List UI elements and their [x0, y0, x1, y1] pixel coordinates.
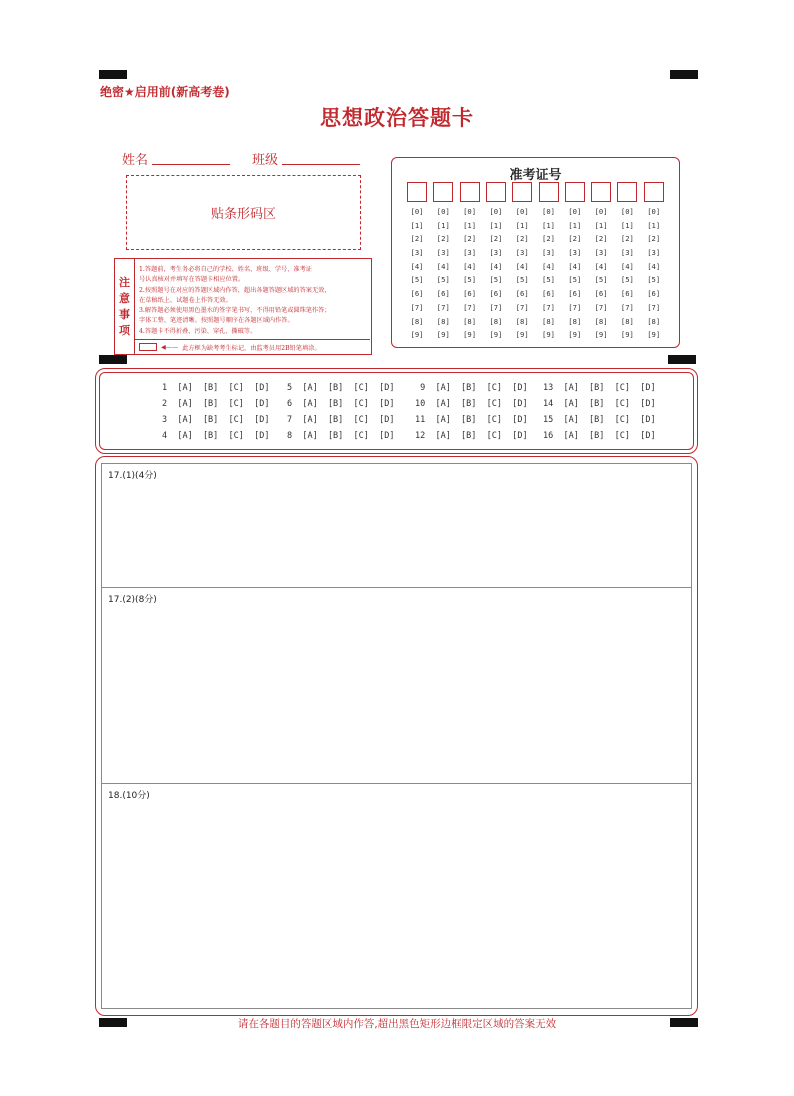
footer-instruction: 请在各题目的答题区域内作答,超出黑色矩形边框限定区域的答案无效 [237, 1018, 557, 1030]
exam-digit-option[interactable]: [2] [594, 234, 608, 244]
exam-digit-option[interactable]: [4] [463, 261, 477, 271]
notes-heading [115, 259, 135, 354]
exam-digit-option[interactable]: [0] [436, 207, 450, 216]
notes-line: 1.答题前，考生务必将自己的学校、姓名、班级、学号、准考证 [139, 266, 312, 273]
notes-line: 2.按照题号在对应的答题区域内作答，超出各题答题区域的答案无效， [139, 286, 331, 294]
notes-line: 在草稿纸上、试题卷上作答无效。 [139, 296, 232, 304]
notes-line: 4.答题卡不得折叠、污染、穿孔、撕破等。 [139, 327, 257, 335]
exam-digit-option[interactable]: [6] [436, 289, 450, 299]
exam-digit-column [565, 182, 585, 344]
absent-mark-box[interactable] [139, 343, 157, 351]
exam-digit-option[interactable]: [1] [489, 220, 503, 230]
exam-digit-option[interactable]: [7] [515, 302, 529, 312]
absent-mark-instruction: 此方框为缺考考生标记，由监考员用2B铅笔填涂。 [182, 344, 321, 352]
exam-digit-option[interactable]: [9] [463, 330, 477, 340]
notes-heading-char: 意 [119, 291, 130, 305]
exam-digit-option[interactable]: [8] [436, 316, 450, 326]
exam-digit-option[interactable]: [1] [542, 220, 555, 230]
exam-digit-option[interactable]: [9] [410, 330, 424, 340]
exam-digit-option[interactable]: [5] [489, 275, 503, 285]
sheet-title: 思想政治答题卡 [320, 106, 474, 130]
exam-digit-option[interactable]: [4] [410, 261, 424, 271]
registration-mark-top-left [99, 70, 127, 79]
notes-heading-char: 事 [119, 307, 130, 321]
exam-digit-input[interactable] [460, 182, 480, 202]
exam-digit-option[interactable]: [0] [647, 207, 661, 216]
exam-digit-option[interactable]: [4] [489, 261, 503, 271]
exam-digit-option[interactable]: [3] [568, 248, 582, 258]
exam-digit-option[interactable]: [2] [647, 234, 661, 244]
exam-digit-option[interactable]: [8] [410, 316, 424, 326]
registration-mark-top-right [670, 70, 698, 79]
exam-digit-option[interactable]: [7] [542, 302, 555, 312]
name-field[interactable] [152, 164, 230, 165]
notes-heading-char: 注 [119, 275, 130, 289]
exam-digit-option[interactable]: [6] [489, 289, 503, 299]
choice-question-row[interactable]: 16 [A] [B] [C] [D] [543, 431, 656, 441]
notes-heading-char: 项 [119, 323, 130, 337]
exam-digit-option[interactable]: [1] [620, 220, 634, 230]
answer-section-17-1[interactable] [102, 464, 691, 588]
exam-digit-option[interactable]: [4] [647, 261, 661, 271]
exam-digit-option[interactable]: [1] [594, 220, 608, 230]
exam-digit-option[interactable]: [8] [515, 316, 529, 326]
exam-digit-option[interactable]: [5] [568, 275, 582, 285]
exam-digit-option[interactable]: [2] [542, 234, 555, 244]
exam-digit-option[interactable]: [7] [620, 302, 634, 312]
exam-digit-option[interactable]: [3] [620, 248, 634, 258]
choice-question-grid [99, 372, 694, 450]
exam-digit-option[interactable]: [5] [647, 275, 661, 285]
choice-question-box [95, 368, 698, 454]
exam-digit-column [591, 182, 611, 344]
exam-digit-column [644, 182, 664, 344]
exam-digit-option[interactable]: [3] [489, 248, 503, 258]
exam-digit-option[interactable]: [3] [463, 248, 477, 258]
exam-digit-option[interactable]: [3] [410, 248, 424, 258]
exam-digit-option[interactable]: [5] [515, 275, 529, 285]
notes-line: 字体工整、笔迹清晰。按照题号顺序在各题区域内作答。 [139, 317, 294, 325]
exam-digit-column [512, 182, 532, 344]
exam-digit-option[interactable]: [6] [594, 289, 608, 299]
choice-question-row[interactable]: 10 [A] [B] [C] [D] [415, 399, 528, 409]
exam-digit-option[interactable]: [7] [568, 302, 582, 312]
exam-digit-option[interactable]: [4] [515, 261, 529, 271]
exam-digit-option[interactable]: [9] [489, 330, 503, 340]
exam-digit-option[interactable]: [9] [436, 330, 450, 340]
choice-question-row[interactable]: 7 [A] [B] [C] [D] [287, 415, 395, 425]
answer-section-label: 18.(10分) [108, 791, 150, 801]
arrow-left-icon: ◀—— [161, 343, 179, 351]
exam-digit-option[interactable]: [8] [463, 316, 477, 326]
notes-box [114, 258, 372, 355]
exam-digit-option[interactable]: [3] [515, 248, 529, 258]
exam-digit-option[interactable]: [4] [542, 261, 555, 271]
exam-digit-option[interactable]: [8] [647, 316, 661, 326]
exam-digit-option[interactable]: [5] [463, 275, 477, 285]
exam-digit-option[interactable]: [2] [410, 234, 424, 244]
exam-digit-option[interactable]: [6] [568, 289, 582, 299]
exam-digit-input[interactable] [591, 182, 611, 202]
choice-question-row[interactable]: 5 [A] [B] [C] [D] [287, 383, 395, 393]
exam-digit-option[interactable]: [0] [620, 207, 634, 216]
exam-digit-option[interactable]: [5] [620, 275, 634, 285]
exam-digit-option[interactable]: [0] [410, 207, 424, 216]
answer-section-18[interactable] [102, 784, 691, 1007]
exam-digit-option[interactable]: [0] [463, 207, 477, 216]
exam-digit-column [433, 182, 453, 344]
exam-digit-option[interactable]: [2] [515, 234, 529, 244]
exam-digit-option[interactable]: [4] [568, 261, 582, 271]
exam-digit-option[interactable]: [4] [436, 261, 450, 271]
registration-mark-mid-right [668, 355, 696, 364]
exam-digit-option[interactable]: [7] [436, 302, 450, 312]
exam-number-title: 准考证号 [509, 168, 562, 183]
choice-question-row[interactable]: 9 [A] [B] [C] [D] [415, 383, 528, 393]
exam-digit-column [486, 182, 506, 344]
class-field[interactable] [282, 164, 360, 165]
exam-digit-option[interactable]: [4] [620, 261, 634, 271]
exam-digit-option[interactable]: [5] [410, 275, 424, 285]
exam-digit-option[interactable]: [7] [647, 302, 661, 312]
exam-digit-option[interactable]: [8] [594, 316, 608, 326]
exam-digit-column [460, 182, 480, 344]
exam-digit-option[interactable]: [8] [620, 316, 634, 326]
exam-digit-option[interactable]: [6] [542, 289, 555, 299]
registration-mark-mid-left [99, 355, 127, 364]
exam-digit-option[interactable]: [9] [568, 330, 582, 340]
exam-digit-input[interactable] [644, 182, 664, 202]
answer-section-17-2[interactable] [102, 588, 691, 784]
exam-digit-option[interactable]: [3] [436, 248, 450, 258]
exam-digit-input[interactable] [407, 182, 427, 202]
exam-digit-option[interactable]: [2] [620, 234, 634, 244]
exam-digit-option[interactable]: [4] [594, 261, 608, 271]
exam-number-box [391, 157, 680, 348]
exam-digit-option[interactable]: [2] [463, 234, 477, 244]
exam-digit-option[interactable]: [7] [489, 302, 503, 312]
exam-digit-option[interactable]: [7] [463, 302, 477, 312]
notes-body [139, 265, 367, 337]
exam-digit-option[interactable]: [1] [515, 220, 529, 230]
exam-digit-option[interactable]: [1] [463, 220, 477, 230]
exam-digit-option[interactable]: [6] [515, 289, 529, 299]
exam-digit-option[interactable]: [0] [594, 207, 608, 216]
exam-digit-option[interactable]: [8] [568, 316, 582, 326]
name-label: 姓名 [122, 153, 149, 168]
answer-section-label: 17.(2)(8分) [108, 595, 157, 605]
exam-digit-option[interactable]: [0] [568, 207, 582, 216]
exam-digit-option[interactable]: [2] [489, 234, 503, 244]
exam-digit-option[interactable]: [6] [647, 289, 661, 299]
exam-digit-option[interactable]: [8] [542, 316, 555, 326]
barcode-area-label: 贴条形码区 [210, 207, 276, 222]
exam-digit-option[interactable]: [9] [542, 330, 555, 340]
exam-digit-option[interactable]: [1] [568, 220, 582, 230]
choice-question-row[interactable]: 11 [A] [B] [C] [D] [415, 415, 528, 425]
exam-digit-option[interactable]: [6] [620, 289, 634, 299]
exam-digit-option[interactable]: [6] [410, 289, 424, 299]
exam-digit-option[interactable]: [2] [436, 234, 450, 244]
answer-area-box [95, 456, 698, 1016]
answer-section-label: 17.(1)(4分) [108, 471, 157, 481]
exam-digit-option[interactable]: [3] [542, 248, 555, 258]
exam-digit-option[interactable]: [2] [568, 234, 582, 244]
barcode-area [126, 175, 361, 250]
exam-digit-input[interactable] [539, 182, 559, 202]
class-label: 班级 [252, 153, 279, 168]
notes-line: 3.解答题必须使用黑色墨水的签字笔书写，不得用铅笔或圆珠笔作答； [139, 307, 331, 315]
exam-digit-option[interactable]: [3] [647, 248, 661, 258]
choice-question-row[interactable]: 4 [A] [B] [C] [D] [162, 431, 270, 441]
absent-mark-row [135, 339, 370, 354]
exam-digit-option[interactable]: [9] [594, 330, 608, 340]
exam-digit-input[interactable] [512, 182, 532, 202]
exam-digit-input[interactable] [565, 182, 585, 202]
exam-digit-option[interactable]: [1] [647, 220, 661, 230]
exam-digit-option[interactable]: [6] [463, 289, 477, 299]
exam-digit-option[interactable]: [5] [594, 275, 608, 285]
choice-question-row[interactable]: 14 [A] [B] [C] [D] [543, 399, 656, 409]
exam-digit-option[interactable]: [1] [410, 220, 424, 230]
exam-digit-input[interactable] [433, 182, 453, 202]
exam-digit-option[interactable]: [9] [515, 330, 529, 340]
exam-digit-option[interactable]: [7] [410, 302, 424, 312]
exam-digit-column [539, 182, 559, 344]
choice-question-row[interactable]: 3 [A] [B] [C] [D] [162, 415, 270, 425]
exam-digit-option[interactable]: [3] [594, 248, 608, 258]
exam-digit-option[interactable]: [9] [647, 330, 661, 340]
exam-digit-option[interactable]: [5] [542, 275, 555, 285]
choice-question-row[interactable]: 2 [A] [B] [C] [D] [162, 399, 270, 409]
exam-digit-option[interactable]: [7] [594, 302, 608, 312]
exam-digit-option[interactable]: [0] [515, 207, 529, 216]
exam-digit-input[interactable] [617, 182, 637, 202]
exam-digit-option[interactable]: [1] [436, 220, 450, 230]
confidential-label: 绝密★启用前(新高考卷) [100, 85, 230, 99]
choice-question-row[interactable]: 15 [A] [B] [C] [D] [543, 415, 656, 425]
choice-question-row[interactable]: 8 [A] [B] [C] [D] [287, 431, 395, 441]
exam-digit-column [617, 182, 637, 344]
notes-line: 号认真核对并填写在答题卡相应位置。 [139, 276, 245, 284]
exam-digit-option[interactable]: [0] [489, 207, 503, 216]
choice-question-row[interactable]: 12 [A] [B] [C] [D] [415, 431, 528, 441]
exam-digit-option[interactable]: [8] [489, 316, 503, 326]
exam-digit-option[interactable]: [9] [620, 330, 634, 340]
exam-digit-input[interactable] [486, 182, 506, 202]
exam-digit-column [407, 182, 427, 344]
choice-question-row[interactable]: 13 [A] [B] [C] [D] [543, 383, 656, 393]
choice-question-row[interactable]: 6 [A] [B] [C] [D] [287, 399, 395, 409]
choice-question-row[interactable]: 1 [A] [B] [C] [D] [162, 383, 270, 393]
exam-digit-option[interactable]: [5] [436, 275, 450, 285]
answer-area [101, 463, 692, 1009]
exam-digit-option[interactable]: [0] [542, 207, 555, 216]
